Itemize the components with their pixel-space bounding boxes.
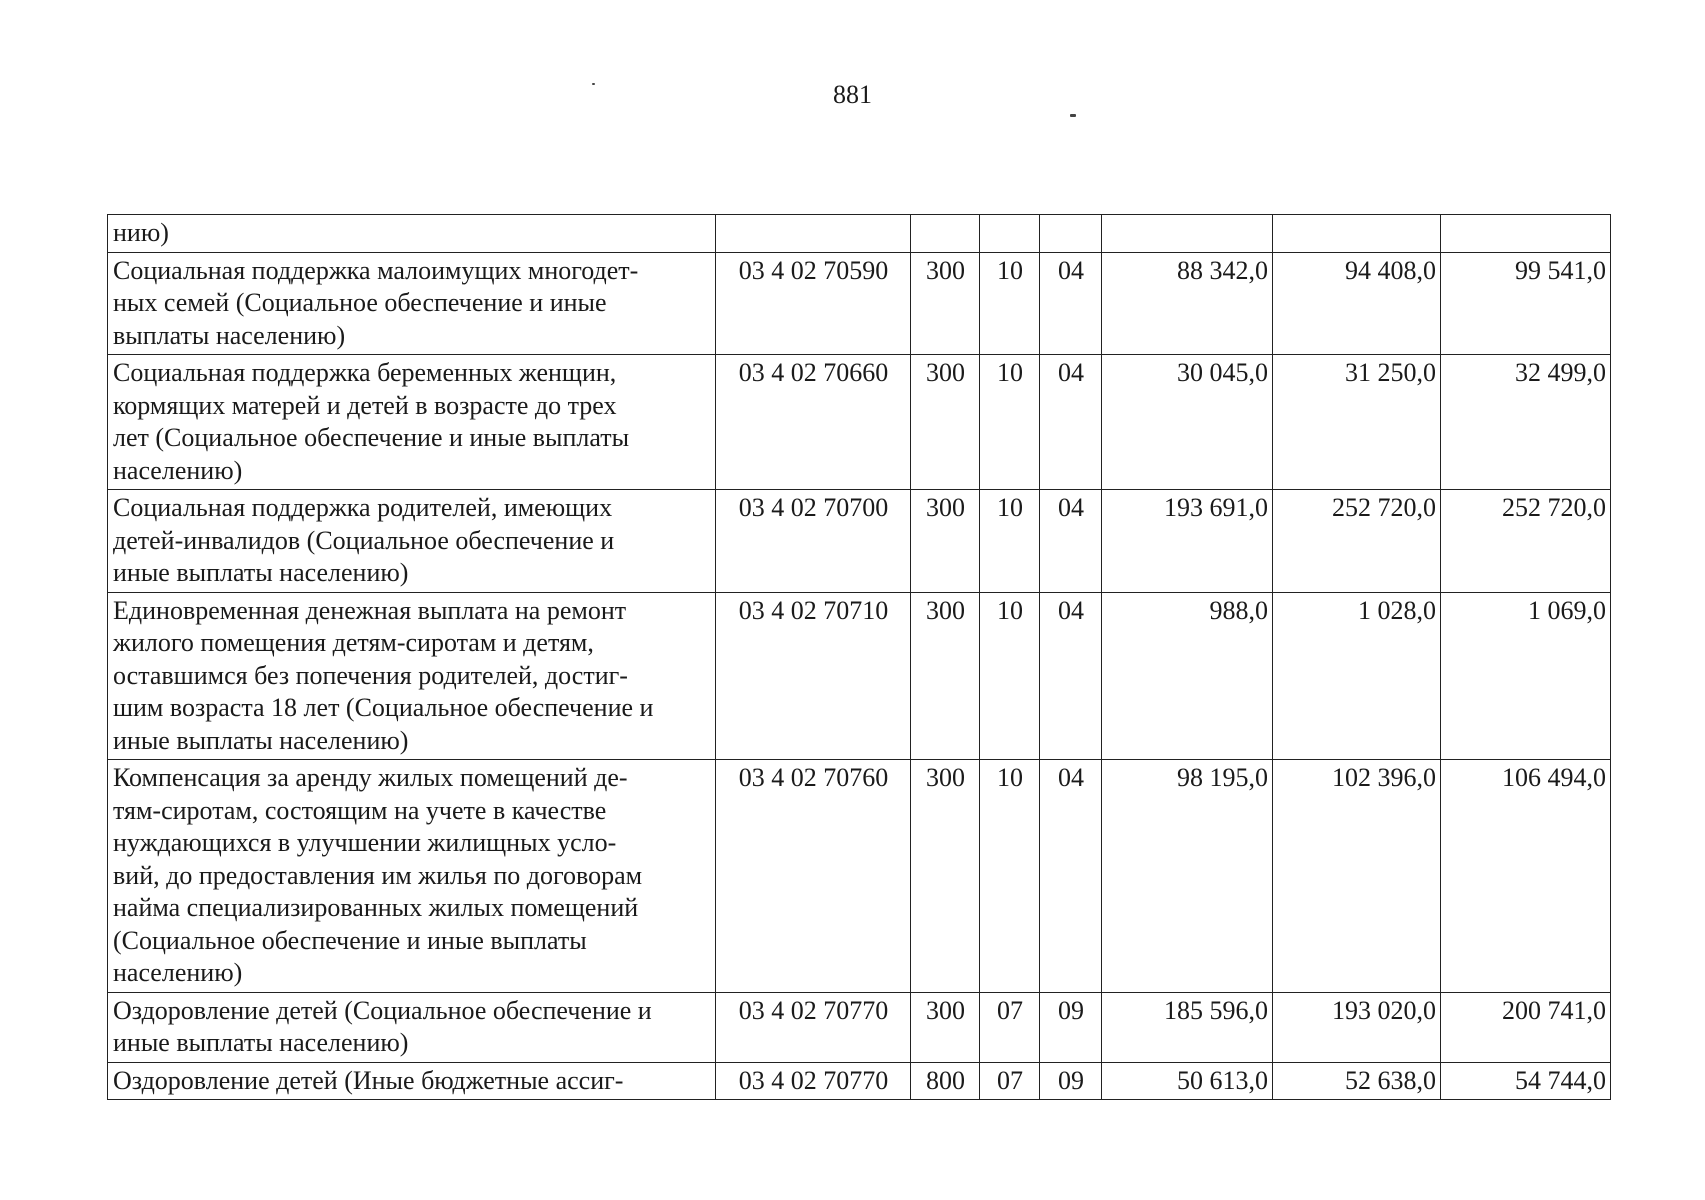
section-cell: 10 bbox=[980, 252, 1040, 355]
amount-year3-cell: 99 541,0 bbox=[1441, 252, 1611, 355]
expense-type-cell bbox=[911, 215, 980, 253]
description-line: Социальная поддержка малоимущих многодет- bbox=[113, 255, 639, 285]
amount-year2-cell: 193 020,0 bbox=[1273, 992, 1441, 1062]
amount-year1-cell: 88 342,0 bbox=[1102, 252, 1273, 355]
target-article-cell: 03 4 02 70590 bbox=[716, 252, 911, 355]
description-line: Социальная поддержка беременных женщин, bbox=[113, 358, 617, 387]
subsection-cell bbox=[1040, 215, 1102, 253]
description-line: кормящих матерей и детей в возрасте до трех bbox=[113, 390, 617, 420]
description-line: жилого помещения детям-сиротам и детям, bbox=[113, 628, 594, 657]
expense-type-cell: 300 bbox=[911, 992, 980, 1062]
target-article-cell: 03 4 02 70700 bbox=[716, 490, 911, 593]
budget-table bbox=[107, 214, 1611, 1100]
amount-year3-cell: 54 744,0 bbox=[1441, 1062, 1611, 1100]
description-line: оставшимся без попечения родителей, достиг- bbox=[113, 660, 628, 690]
description-line: вий, до предоставления им жилья по договорам bbox=[113, 860, 643, 890]
scan-speck bbox=[592, 83, 595, 85]
amount-year1-cell: 50 613,0 bbox=[1102, 1062, 1273, 1100]
description-line: иные выплаты населению) bbox=[113, 558, 409, 587]
description-line: иные выплаты населению) bbox=[113, 725, 409, 755]
amount-year1-cell: 988,0 bbox=[1102, 592, 1273, 760]
amount-year3-cell: 106 494,0 bbox=[1441, 760, 1611, 993]
table-row bbox=[108, 252, 1611, 355]
amount-year2-cell: 102 396,0 bbox=[1273, 760, 1441, 993]
amount-year1-cell: 193 691,0 bbox=[1102, 490, 1273, 593]
description-line: нуждающихся в улучшении жилищных усло- bbox=[113, 828, 617, 857]
subsection-cell: 04 bbox=[1040, 490, 1102, 593]
description-cell bbox=[108, 252, 716, 355]
section-cell: 10 bbox=[980, 760, 1040, 993]
section-cell: 07 bbox=[980, 1062, 1040, 1100]
description-line: Оздоровление детей (Иные бюджетные ассиг- bbox=[113, 1065, 624, 1095]
description-line: ных семей (Социальное обеспечение и иные bbox=[113, 288, 607, 317]
table-row bbox=[108, 355, 1611, 490]
subsection-cell: 04 bbox=[1040, 760, 1102, 993]
amount-year2-cell: 94 408,0 bbox=[1273, 252, 1441, 355]
expense-type-cell: 300 bbox=[911, 252, 980, 355]
target-article-cell: 03 4 02 70710 bbox=[716, 592, 911, 760]
description-line: Оздоровление детей (Социальное обеспечение и bbox=[113, 995, 652, 1025]
amount-year2-cell bbox=[1273, 215, 1441, 253]
section-cell: 10 bbox=[980, 592, 1040, 760]
target-article-cell: 03 4 02 70760 bbox=[716, 760, 911, 993]
description-line: населению) bbox=[113, 455, 243, 485]
expense-type-cell: 800 bbox=[911, 1062, 980, 1100]
amount-year1-cell bbox=[1102, 215, 1273, 253]
expense-type-cell: 300 bbox=[911, 355, 980, 490]
subsection-cell: 04 bbox=[1040, 252, 1102, 355]
section-cell: 10 bbox=[980, 355, 1040, 490]
table-body bbox=[108, 215, 1611, 1100]
description-cell bbox=[108, 215, 716, 253]
description-cell bbox=[108, 1062, 716, 1100]
subsection-cell: 04 bbox=[1040, 355, 1102, 490]
table-row bbox=[108, 992, 1611, 1062]
section-cell: 10 bbox=[980, 490, 1040, 593]
description-cell bbox=[108, 490, 716, 593]
section-cell bbox=[980, 215, 1040, 253]
expense-type-cell: 300 bbox=[911, 592, 980, 760]
amount-year3-cell: 32 499,0 bbox=[1441, 355, 1611, 490]
amount-year3-cell: 200 741,0 bbox=[1441, 992, 1611, 1062]
description-line: населению) bbox=[113, 958, 243, 987]
description-line: Единовременная денежная выплата на ремонт bbox=[113, 595, 627, 625]
amount-year1-cell: 30 045,0 bbox=[1102, 355, 1273, 490]
subsection-cell: 09 bbox=[1040, 1062, 1102, 1100]
amount-year2-cell: 31 250,0 bbox=[1273, 355, 1441, 490]
amount-year1-cell: 185 596,0 bbox=[1102, 992, 1273, 1062]
description-line: (Социальное обеспечение и иные выплаты bbox=[113, 925, 587, 955]
description-line: выплаты населению) bbox=[113, 320, 346, 350]
description-line: иные выплаты населению) bbox=[113, 1028, 409, 1057]
description-line: Компенсация за аренду жилых помещений де- bbox=[113, 763, 628, 792]
description-cell bbox=[108, 355, 716, 490]
table-row bbox=[108, 760, 1611, 993]
amount-year2-cell: 52 638,0 bbox=[1273, 1062, 1441, 1100]
amount-year3-cell: 1 069,0 bbox=[1441, 592, 1611, 760]
scan-speck bbox=[1070, 114, 1076, 117]
amount-year3-cell: 252 720,0 bbox=[1441, 490, 1611, 593]
table-row bbox=[108, 592, 1611, 760]
description-cell bbox=[108, 760, 716, 993]
amount-year1-cell: 98 195,0 bbox=[1102, 760, 1273, 993]
description-line: лет (Социальное обеспечение и иные выплаты bbox=[113, 423, 630, 452]
amount-year2-cell: 1 028,0 bbox=[1273, 592, 1441, 760]
description-line: найма специализированных жилых помещений bbox=[113, 893, 639, 922]
table-row bbox=[108, 490, 1611, 593]
subsection-cell: 04 bbox=[1040, 592, 1102, 760]
description-line: тям-сиротам, состоящим на учете в качестве bbox=[113, 795, 607, 825]
section-cell: 07 bbox=[980, 992, 1040, 1062]
description-cell bbox=[108, 992, 716, 1062]
expense-type-cell: 300 bbox=[911, 490, 980, 593]
expense-type-cell: 300 bbox=[911, 760, 980, 993]
description-cell bbox=[108, 592, 716, 760]
target-article-cell: 03 4 02 70660 bbox=[716, 355, 911, 490]
amount-year3-cell bbox=[1441, 215, 1611, 253]
amount-year2-cell: 252 720,0 bbox=[1273, 490, 1441, 593]
description-line: Социальная поддержка родителей, имеющих bbox=[113, 493, 613, 522]
target-article-cell: 03 4 02 70770 bbox=[716, 992, 911, 1062]
target-article-cell: 03 4 02 70770 bbox=[716, 1062, 911, 1100]
description-line: детей-инвалидов (Социальное обеспечение и bbox=[113, 525, 615, 555]
description-line: шим возраста 18 лет (Социальное обеспечение и bbox=[113, 693, 654, 722]
subsection-cell: 09 bbox=[1040, 992, 1102, 1062]
description-line: нию) bbox=[113, 218, 169, 247]
table-row bbox=[108, 215, 1611, 253]
page-number: 881 bbox=[833, 80, 872, 109]
table-row bbox=[108, 1062, 1611, 1100]
target-article-cell bbox=[716, 215, 911, 253]
